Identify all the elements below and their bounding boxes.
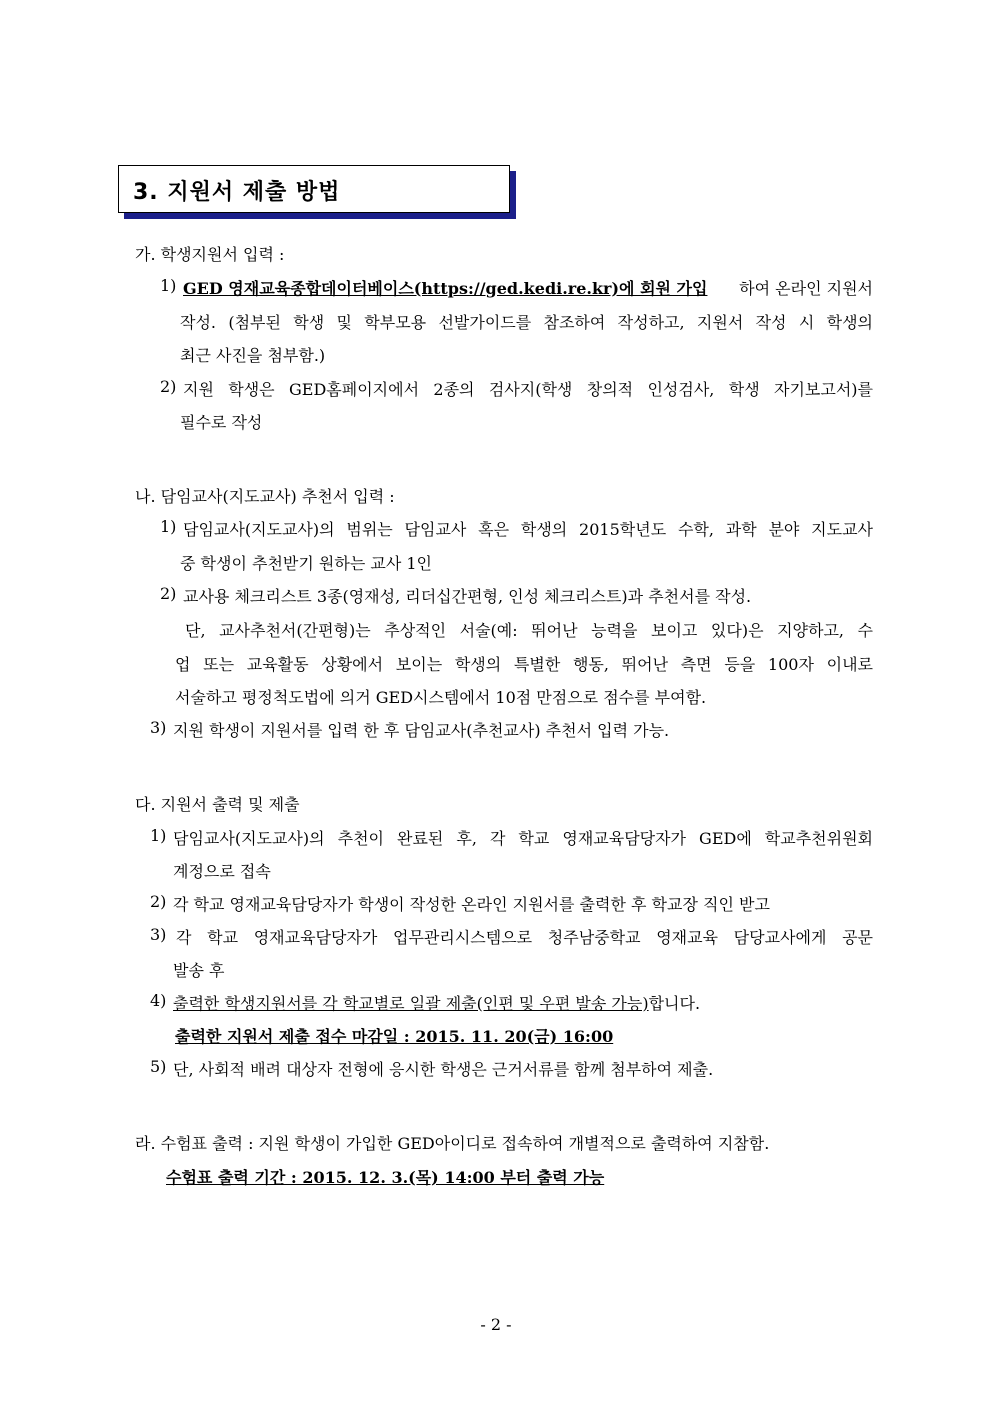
da-item1-num: 1): [150, 826, 167, 845]
heading-ga: 가. 학생지원서 입력 :: [135, 245, 285, 264]
ga-item2-num: 2): [160, 377, 177, 396]
section-title-box: [118, 165, 510, 213]
na-item1-num: 1): [160, 517, 177, 536]
ga-item1-num: 1): [160, 276, 177, 295]
na-item3-line1: 지원 학생이 지원서를 입력 한 후 담임교사(추천교사) 추천서 입력 가능.: [173, 721, 670, 740]
da-item3-line2: 발송 후: [173, 961, 225, 980]
na-item3-num: 3): [150, 718, 167, 737]
da-item4-underlined: 출력한 학생지원서를 각 학교별로 일괄 제출(인편 및 우편 발송 가능): [173, 994, 649, 1013]
na-item2-line4: 서술하고 평정척도법에 의거 GED시스템에서 10점 만점으로 점수를 부여함.: [175, 688, 707, 707]
na-item1-line2: 중 학생이 추천받기 원하는 교사 1인: [180, 554, 432, 573]
da-item5-num: 5): [150, 1057, 167, 1076]
exam-ticket-period: 수험표 출력 기간 : 2015. 12. 3.(목) 14:00 부터 출력 가능: [166, 1168, 605, 1187]
da-item1-line2: 계정으로 접속: [173, 862, 271, 881]
ga-item2-line1: 지원 학생은 GED홈페이지에서 2종의 검사지(학생 창의적 인성검사, 학생 자기보고서)를: [183, 380, 873, 399]
heading-da: 다. 지원서 출력 및 제출: [135, 795, 300, 814]
submission-deadline: 출력한 지원서 제출 접수 마감일 : 2015. 11. 20(금) 16:00: [175, 1027, 614, 1046]
na-item2-line3: 업 또는 교육활동 상황에서 보이는 학생의 특별한 행동, 뛰어난 측면 등을 100자 이내로: [175, 655, 873, 674]
page-number: - 2 -: [480, 1315, 512, 1334]
ga-item1-line1: GED 영재교육종합데이터베이스(https://ged.kedi.re.kr)에 회원 가입 하여 온라인 지원서: [183, 276, 873, 299]
da-item3-num: 3): [150, 925, 167, 944]
na-item1-line1: 담임교사(지도교사)의 범위는 담임교사 혹은 학생의 2015학년도 수학, 과학 분야 지도교사: [183, 520, 873, 539]
da-item3-line1: 각 학교 영재교육담당자가 업무관리시스템으로 청주남중학교 영재교육 담당교사에게 공문: [176, 928, 873, 947]
ga-item1-line2: 작성. (첨부된 학생 및 학부모용 선발가이드를 참조하여 작성하고, 지원서 작성 시 학생의: [180, 313, 873, 332]
da-item2-line1: 각 학교 영재교육담당자가 학생이 작성한 온라인 지원서를 출력한 후 학교장 직인 받고: [173, 895, 770, 914]
section-title: 3. 지원서 제출 방법: [133, 180, 341, 205]
da-item4-line1: 출력한 학생지원서를 각 학교별로 일괄 제출(인편 및 우편 발송 가능)합니다.: [173, 994, 701, 1013]
heading-ra: 라. 수험표 출력 : 지원 학생이 가입한 GED아이디로 접속하여 개별적으로 출력하여 지참함.: [135, 1134, 770, 1153]
heading-na: 나. 담임교사(지도교사) 추천서 입력 :: [135, 487, 395, 506]
ga-item2-line2: 필수로 작성: [180, 413, 263, 432]
na-item2-line2: 단, 교사추천서(간편형)는 추상적인 서술(예: 뛰어난 능력을 보이고 있다)은 지양하고, 수: [185, 621, 873, 640]
da-item5-line1: 단, 사회적 배려 대상자 전형에 응시한 학생은 근거서류를 함께 첨부하여 제출.: [173, 1060, 714, 1079]
na-item2-line1: 교사용 체크리스트 3종(영재성, 리더십간편형, 인성 체크리스트)과 추천서를 작성.: [183, 587, 752, 606]
da-item1-line1: 담임교사(지도교사)의 추천이 완료된 후, 각 학교 영재교육담당자가 GED에 학교추천위원회: [173, 829, 873, 848]
da-item2-num: 2): [150, 892, 167, 911]
na-item2-num: 2): [160, 584, 177, 603]
da-item4-num: 4): [150, 991, 167, 1010]
ged-registration-link[interactable]: GED 영재교육종합데이터베이스(https://ged.kedi.re.kr)에 회원 가입: [183, 279, 708, 298]
ga-item1-line3: 최근 사진을 첨부함.): [180, 346, 326, 365]
